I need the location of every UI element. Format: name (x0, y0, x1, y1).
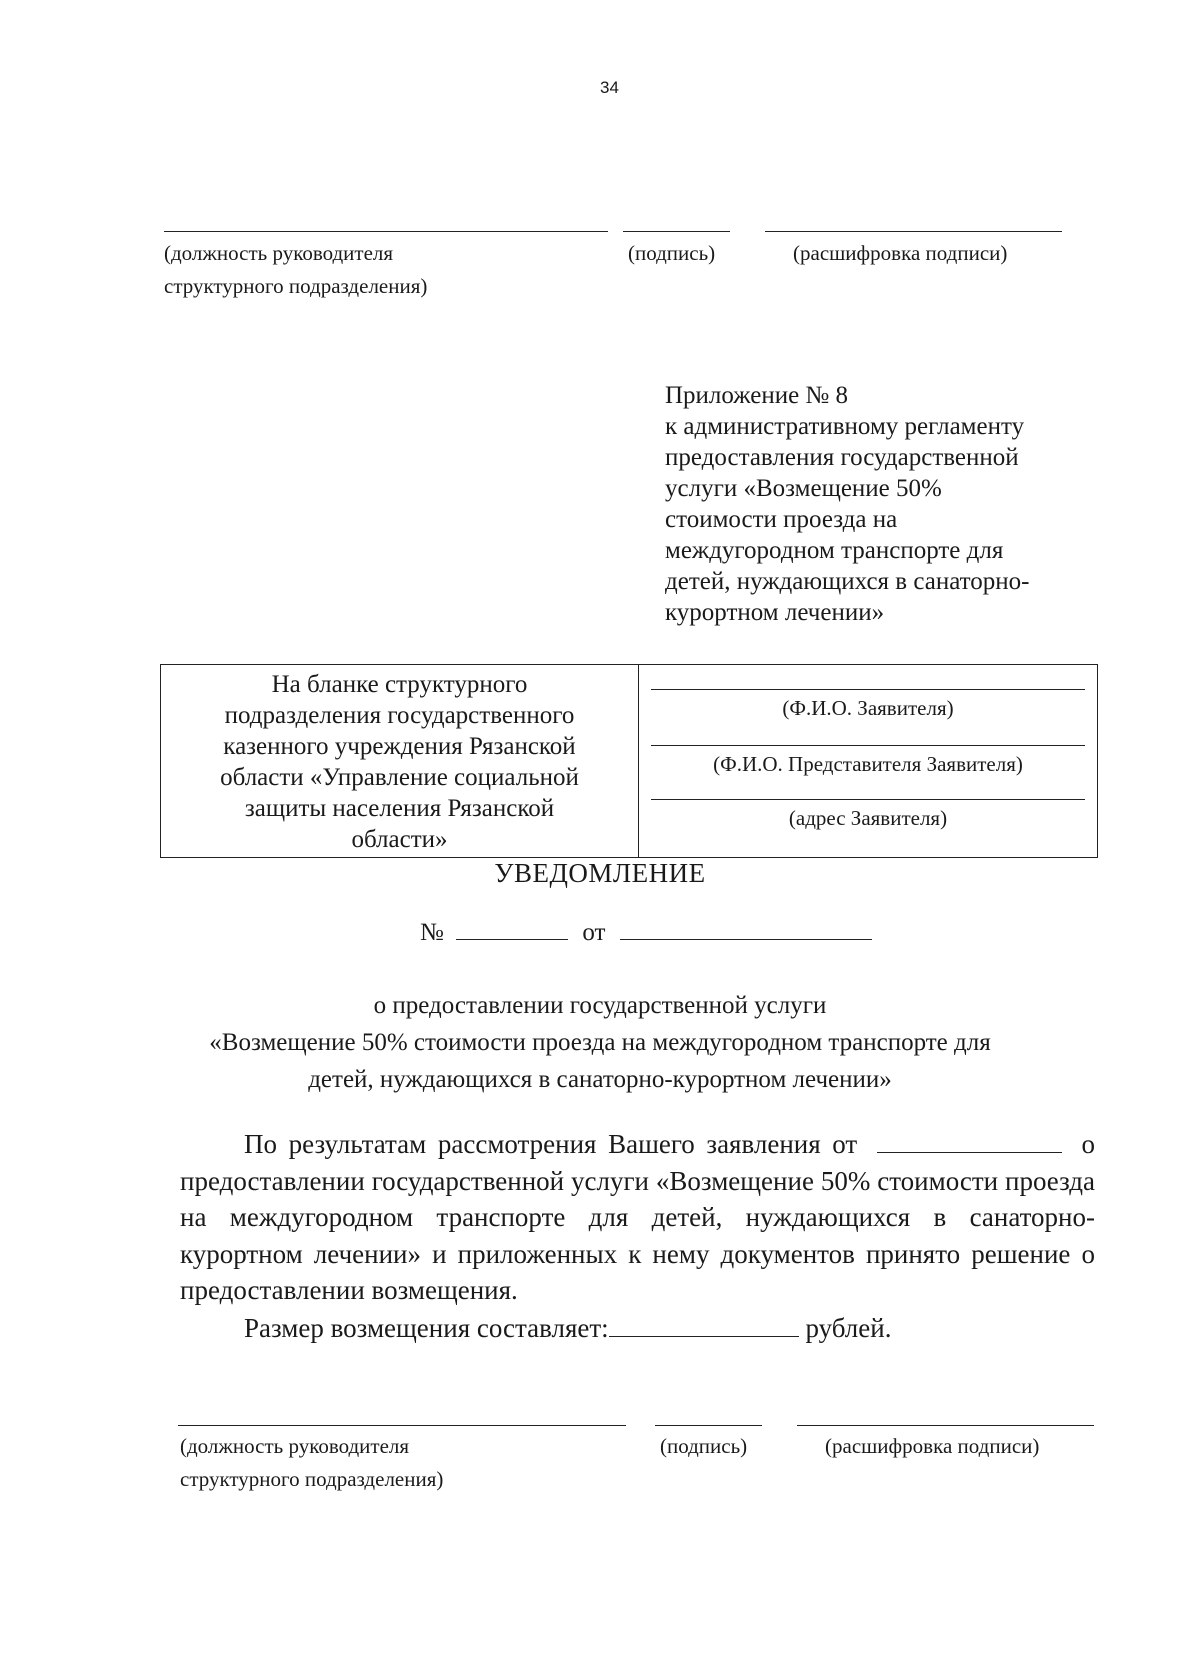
letterhead-line: подразделения государственного (224, 702, 575, 729)
notice-subject (0, 987, 1200, 1098)
decryption-caption: (расшифровка подписи) (825, 1434, 1040, 1458)
amount-field[interactable] (609, 1312, 799, 1337)
signature-caption: (подпись) (660, 1434, 748, 1458)
letterhead-line: защиты населения Рязанской (244, 795, 555, 822)
applicant-name-line[interactable] (651, 689, 1085, 690)
position-caption-line: структурного подразделения) (164, 274, 428, 298)
appendix-line: услуги «Возмещение 50% (665, 475, 942, 502)
position-signature-line[interactable] (178, 1425, 626, 1426)
date-label: от (582, 919, 606, 946)
signature-line[interactable] (623, 231, 730, 232)
appendix-line: детей, нуждающихся в санаторно- (665, 568, 1030, 595)
letterhead-line: казенного учреждения Рязанской (223, 733, 576, 760)
position-signature-line[interactable] (164, 231, 608, 232)
position-caption-line: структурного подразделения) (180, 1467, 444, 1491)
letterhead-organization-cell (161, 665, 639, 857)
letterhead-line: На бланке структурного (271, 671, 528, 698)
page-number: 34 (600, 78, 619, 97)
applicant-address-line[interactable] (651, 799, 1085, 800)
position-caption (164, 237, 427, 303)
position-caption (180, 1430, 443, 1496)
decryption-caption: (расшифровка подписи) (793, 241, 1008, 265)
signature-line[interactable] (655, 1425, 762, 1426)
decryption-signature-line[interactable] (765, 231, 1062, 232)
appendix-line: курортном лечении» (665, 599, 885, 626)
amount-unit: рублей. (805, 1313, 892, 1343)
signature-caption: (подпись) (628, 241, 716, 265)
appendix-line: стоимости проезда на (665, 506, 898, 533)
reimbursement-amount (244, 1310, 891, 1346)
subject-line: о предоставлении государственной услуги (373, 992, 827, 1019)
appendix-line: Приложение № 8 (665, 382, 849, 409)
letterhead-line: области» (351, 826, 448, 853)
application-date-field[interactable] (877, 1128, 1062, 1153)
applicant-caption: (Ф.И.О. Заявителя) (782, 696, 954, 720)
appendix-heading (665, 380, 1085, 628)
subject-line: детей, нуждающихся в санаторно-курортном лечении» (308, 1066, 892, 1093)
amount-label: Размер возмещения составляет: (244, 1313, 609, 1343)
appendix-line: предоставления государственной (665, 444, 1019, 471)
notice-body (180, 1126, 1095, 1309)
subject-line: «Возмещение 50% стоимости проезда на междугородном транспорте для (209, 1029, 991, 1056)
representative-name-line[interactable] (651, 745, 1085, 746)
body-paragraph (180, 1126, 1095, 1309)
notice-number-date (420, 915, 872, 950)
position-caption-line: (должность руководителя (164, 241, 394, 265)
body-text-start: По результатам рассмотрения Вашего заявления от (244, 1129, 858, 1159)
appendix-line: междугородном транспорте для (665, 537, 1004, 564)
body-text-rest: о предоставлении государственной услуги «Возмещение 50% стоимости проезда на междугородном транспорте для детей, нуждающихся в санаторно-курортном лечении» и приложенных к нему документов принято решение о предоставлении возмещения. (180, 1129, 1096, 1305)
notice-date-field[interactable] (620, 915, 872, 940)
notice-title: УВЕДОМЛЕНИЕ (494, 858, 706, 888)
notice-number-field[interactable] (456, 915, 568, 940)
number-label: № (420, 919, 444, 946)
representative-caption: (Ф.И.О. Представителя Заявителя) (713, 752, 1023, 776)
letterhead-recipient-cell (639, 665, 1097, 857)
position-caption-line: (должность руководителя (180, 1434, 410, 1458)
address-caption: (адрес Заявителя) (788, 806, 948, 830)
letterhead-line: области «Управление социальной (220, 764, 579, 791)
appendix-line: к административному регламенту (665, 413, 1025, 440)
decryption-signature-line[interactable] (797, 1425, 1094, 1426)
letterhead-table (160, 664, 1098, 858)
